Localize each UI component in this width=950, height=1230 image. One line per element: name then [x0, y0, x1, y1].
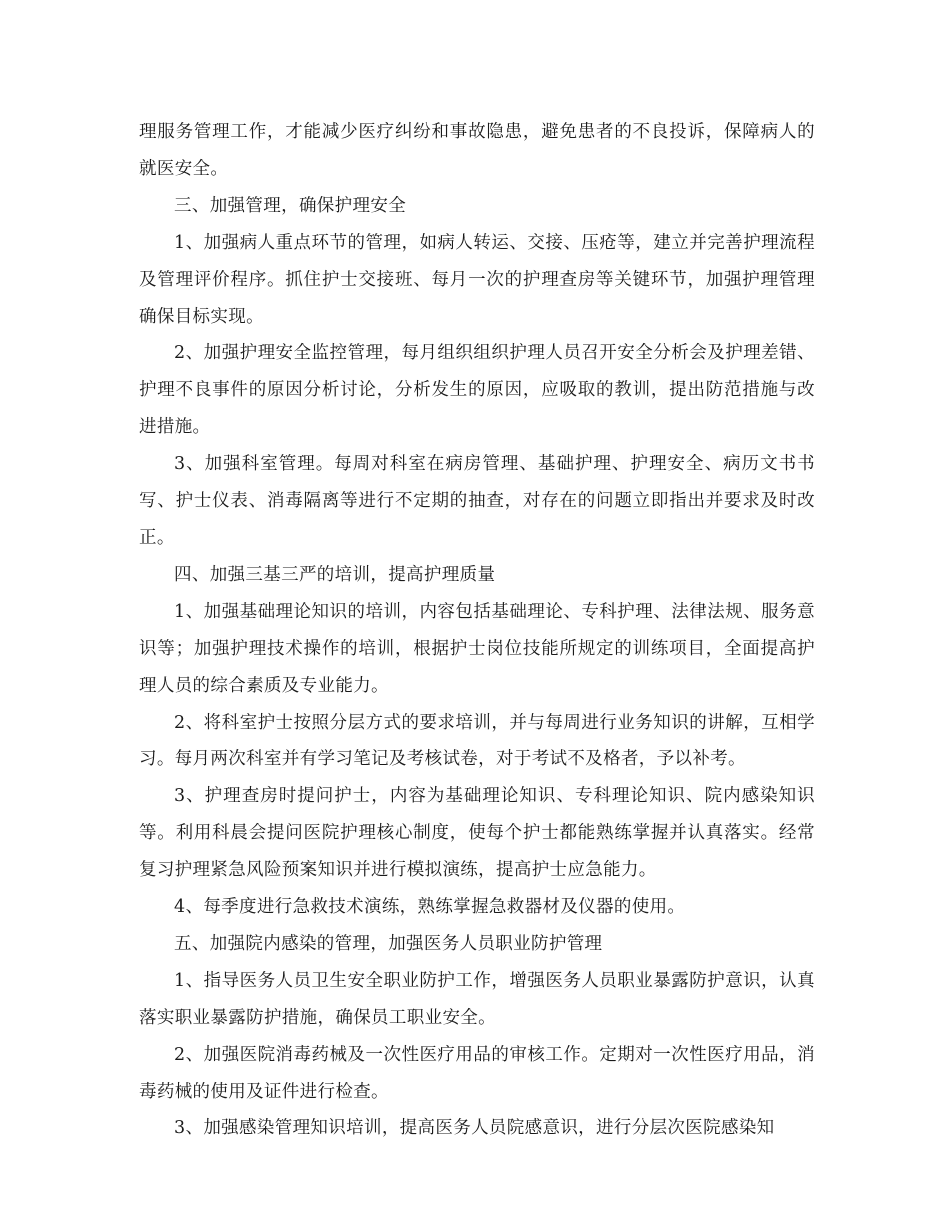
paragraph-3-3: 3、加强科室管理。每周对科室在病房管理、基础护理、护理安全、病历文书书写、护士仪表、消毒隔离等进行不定期的抽查，对存在的问题立即指出并要求及时改正。	[139, 454, 815, 548]
section-heading-3: 三、加强管理，确保护理安全	[174, 195, 407, 216]
paragraph-5-2: 2、加强医院消毒药械及一次性医疗用品的审核工作。定期对一次性医疗用品，消毒药械的使用及证件进行检查。	[139, 1044, 815, 1102]
section-heading-5: 五、加强院内感染的管理，加强医务人员职业防护管理	[174, 933, 603, 954]
paragraph-3-2: 2、加强护理安全监控管理，每月组织组织护理人员召开安全分析会及护理差错、护理不良事件的原因分析讨论，分析发生的原因，应吸取的教训，提出防范措施与改进措施。	[139, 343, 815, 438]
section-heading-4: 四、加强三基三严的培训，提高护理质量	[174, 564, 496, 585]
paragraph-4-4: 4、每季度进行急救技术演练，熟练掌握急救器材及仪器的使用。	[174, 897, 686, 918]
paragraph-4-3: 3、护理查房时提问护士，内容为基础理论知识、专科理论知识、院内感染知识等。利用科晨会提问医院护理核心制度，使每个护士都能熟练掌握并认真落实。经常复习护理紧急风险预案知识并进行模拟演练，提高护士应急能力。	[139, 786, 815, 881]
paragraph-continuation: 理服务管理工作，才能减少医疗纠纷和事故隐患，避免患者的不良投诉，保障病人的就医安全。	[139, 122, 815, 179]
paragraph-3-1: 1、加强病人重点环节的管理，如病人转运、交接、压疮等，建立并完善护理流程及管理评价程序。抓住护士交接班、每月一次的护理查房等关键环节，加强护理管理确保目标实现。	[139, 232, 815, 327]
paragraph-4-2: 2、将科室护士按照分层方式的要求培训，并与每周进行业务知识的讲解，互相学习。每月两次科室并有学习笔记及考核试卷，对于考试不及格者，予以补考。	[139, 712, 815, 770]
paragraph-4-1: 1、加强基础理论知识的培训，内容包括基础理论、专科护理、法律法规、服务意识等；加强护理技术操作的培训，根据护士岗位技能所规定的训练项目，全面提高护理人员的综合素质及专业能力。	[139, 601, 815, 696]
paragraph-5-3: 3、加强感染管理知识培训，提高医务人员院感意识，进行分层次医院感染知	[174, 1118, 775, 1139]
document-body	[139, 114, 815, 1147]
paragraph-5-1: 1、指导医务人员卫生安全职业防护工作，增强医务人员职业暴露防护意识，认真落实职业暴露防护措施，确保员工职业安全。	[139, 970, 815, 1028]
